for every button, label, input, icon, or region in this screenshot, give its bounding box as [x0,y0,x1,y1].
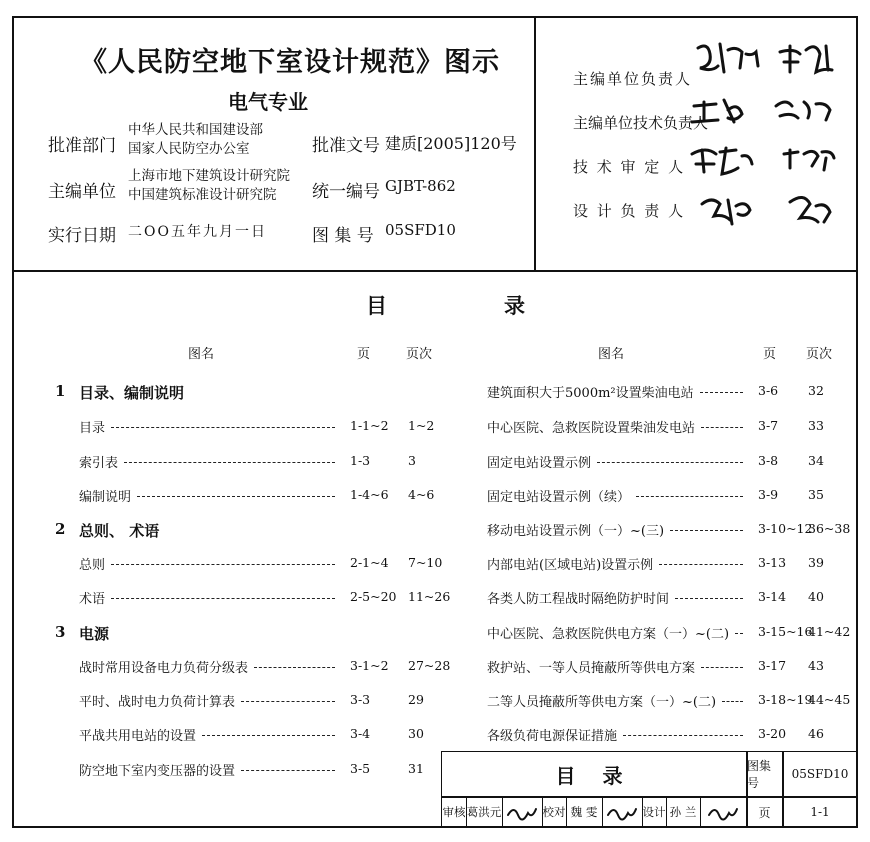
toc-entry-page: 3-6 [758,383,779,398]
approval-dept-line2: 国家人民防空办公室 [128,141,250,157]
title-block-check-name: 魏 雯 [570,805,598,819]
toc-leader-line [597,462,743,463]
toc-section-number: 1 [55,382,66,400]
sig-label-design-chief: 设 计 负 责 人 [573,202,686,220]
toc-entry[interactable] [487,452,749,471]
toc-entry-page: 3-18~19 [758,692,813,707]
toc-entry[interactable] [79,486,341,505]
toc-entry-page: 3-8 [758,453,779,468]
toc-entry[interactable] [79,725,341,744]
toc-leader-line [202,735,335,736]
toc-entry-page: 3-13 [758,555,787,570]
toc-entry-page: 3-20 [758,726,787,741]
toc-entry[interactable] [79,691,341,710]
toc-entry-page: 1-3 [350,453,371,468]
toc-entry-page: 3-7 [758,418,779,433]
toc-col-page-right: 页 [763,347,777,362]
toc-entry-title: 编制说明 [79,490,132,505]
effective-date-label: 实行日期 [48,226,116,246]
toc-entry-page: 3-14 [758,589,787,604]
toc-leader-line [701,427,743,428]
title-block-atlas-label: 图集号 [747,759,772,790]
toc-section-number: 2 [55,520,66,538]
title-block-design-signature [700,797,746,827]
toc-entry-title: 二等人员掩蔽所等供电方案（一）~(二) [487,695,717,710]
toc-entry-page: 2-1~4 [350,555,389,570]
toc-entry[interactable] [487,520,749,539]
toc-entry-title: 中心医院、急救医院设置柴油发电站 [487,421,696,436]
header-divider [12,270,858,272]
toc-entry-page: 3-5 [350,761,371,776]
signature-divider [534,16,536,272]
toc-entry[interactable] [487,691,749,710]
toc-entry-page: 2-5~20 [350,589,397,604]
toc-entry[interactable] [487,657,749,676]
sig-label-tech-review: 技 术 审 定 人 [573,158,686,176]
toc-entry-title: 移动电站设置示例（一）~(三) [487,524,665,539]
toc-entry-seq: 27~28 [408,658,451,673]
toc-entry[interactable] [487,725,749,744]
editor-line1: 上海市地下建筑设计研究院 [128,168,290,184]
toc-entry-seq: 33 [808,418,824,433]
toc-entry-title: 术语 [79,592,106,607]
title-block-title: 目 录 [555,763,633,788]
toc-entry[interactable] [79,554,341,573]
handwritten-signatures [680,30,858,230]
approval-dept-label: 批准部门 [48,136,116,156]
toc-entry-seq: 34 [808,453,824,468]
sig-label-tech-chief: 主编单位技术负责人 [573,114,709,132]
toc-leader-line [722,701,743,702]
toc-entry[interactable] [487,554,749,573]
toc-leader-line [670,530,743,531]
toc-entry-title: 总则 [79,558,106,573]
toc-section-title: 总则、 术语 [79,522,160,540]
toc-entry-title: 目录 [79,421,106,436]
toc-entry-title: 内部电站(区域电站)设置示例 [487,558,654,573]
toc-col-name-right: 图名 [598,347,625,362]
toc-entry-page: 3-1~2 [350,658,389,673]
title-block-page-label: 页 [758,805,771,820]
editor-label: 主编单位 [48,182,116,202]
title-block-design-name: 孙 兰 [669,805,697,819]
toc-entry-seq: 40 [808,589,824,604]
toc-entry-seq: 31 [408,761,424,776]
approval-doc-label: 批准文号 [312,136,380,156]
title-block-page-value: 1-1 [810,805,830,819]
toc-entry-seq: 35 [808,487,824,502]
title-block-check-label: 校对 [542,805,566,819]
toc-leader-line [623,735,743,736]
toc-leader-line [675,598,743,599]
title-block-atlas-value: 05SFD10 [791,767,849,781]
toc-col-seq-left: 页次 [406,347,433,362]
toc-leader-line [111,564,335,565]
toc-entry[interactable] [487,486,749,505]
toc-entry-title: 各级负荷电源保证措施 [487,729,618,744]
toc-col-page-left: 页 [357,347,371,362]
toc-leader-line [700,392,743,393]
toc-leader-line [124,462,335,463]
toc-entry-page: 1-4~6 [350,487,389,502]
toc-section-title: 目录、编制说明 [79,384,185,402]
sig-label-chief-unit: 主编单位负责人 [573,70,693,88]
toc-entry-seq: 46 [808,726,824,741]
toc-entry-title: 固定电站设置示例（续） [487,490,631,505]
title-block-review-label: 审核 [442,805,466,819]
toc-entry-seq: 32 [808,383,824,398]
toc-entry-title: 救护站、一等人员掩蔽所等供电方案 [487,661,696,676]
toc-entry[interactable] [79,588,341,607]
toc-entry-page: 3-15~16 [758,624,813,639]
atlas-no-value: 05SFD10 [385,221,456,239]
toc-leader-line [111,427,335,428]
toc-entry-seq: 29 [408,692,424,707]
toc-entry-title: 平时、战时电力负荷计算表 [79,695,236,710]
toc-leader-line [659,564,743,565]
toc-leader-line [636,496,743,497]
atlas-no-label: 图 集 号 [312,226,374,246]
toc-leader-line [111,598,335,599]
toc-entry[interactable] [487,623,749,642]
toc-entry-title: 防空地下室内变压器的设置 [79,764,236,779]
effective-date-value: 二OO五年九月一日 [128,224,267,240]
toc-leader-line [701,667,743,668]
toc-leader-line [254,667,335,668]
toc-entry[interactable] [487,382,749,401]
toc-entry[interactable] [487,588,749,607]
toc-section-number: 3 [55,623,66,641]
atlas-title: 《人民防空地下室设计规范》图示 [80,47,500,78]
toc-entry-page: 3-4 [350,726,371,741]
toc-entry-seq: 3 [408,453,416,468]
title-block-review-signature [502,797,542,827]
toc-entry[interactable] [79,452,341,471]
title-block-design-label: 设计 [642,805,666,819]
toc-col-name-left: 图名 [188,347,215,362]
toc-leader-line [241,701,335,702]
toc-entry-seq: 43 [808,658,824,673]
toc-leader-line [735,633,743,634]
toc-title-right: 录 [504,293,525,318]
toc-entry-title: 战时常用设备电力负荷分级表 [79,661,249,676]
toc-entry-title: 各类人防工程战时隔绝防护时间 [487,592,670,607]
toc-entry-seq: 36~38 [808,521,851,536]
unified-no-label: 统一编号 [312,182,380,202]
toc-entry[interactable] [79,657,341,676]
toc-entry-title: 中心医院、急救医院供电方案（一）~(二) [487,627,730,642]
title-block-review-name: 葛洪元 [466,805,502,819]
toc-entry-seq: 7~10 [408,555,443,570]
toc-entry-seq: 39 [808,555,824,570]
toc-entry-seq: 30 [408,726,424,741]
toc-section-title: 电源 [79,625,110,643]
toc-entry[interactable] [79,417,341,436]
editor-line2: 中国建筑标准设计研究院 [128,187,277,203]
toc-entry-page: 3-3 [350,692,371,707]
toc-entry-seq: 41~42 [808,624,851,639]
approval-doc-value: 建质[2005]120号 [385,134,517,153]
toc-col-seq-right: 页次 [806,347,833,362]
toc-entry-title: 平战共用电站的设置 [79,729,197,744]
toc-entry-page: 1-1~2 [350,418,389,433]
toc-entry-title: 索引表 [79,456,119,471]
toc-leader-line [137,496,335,497]
toc-entry-seq: 11~26 [408,589,451,604]
approval-dept-line1: 中华人民共和国建设部 [128,122,263,138]
toc-entry-page: 3-9 [758,487,779,502]
title-block-check-signature [602,797,642,827]
unified-no-value: GJBT-862 [385,177,456,195]
toc-entry-seq: 4~6 [408,487,435,502]
toc-title-left: 目 [366,293,387,318]
toc-entry-page: 3-17 [758,658,787,673]
toc-entry-page: 3-10~12 [758,521,813,536]
toc-entry-title: 固定电站设置示例 [487,456,592,471]
toc-entry[interactable] [79,760,341,779]
toc-entry-title: 建筑面积大于5000m²设置柴油电站 [487,386,694,401]
toc-leader-line [241,770,335,771]
atlas-subtitle: 电气专业 [228,90,308,114]
toc-entry-seq: 1~2 [408,418,435,433]
toc-entry-seq: 44~45 [808,692,851,707]
toc-entry[interactable] [487,417,749,436]
